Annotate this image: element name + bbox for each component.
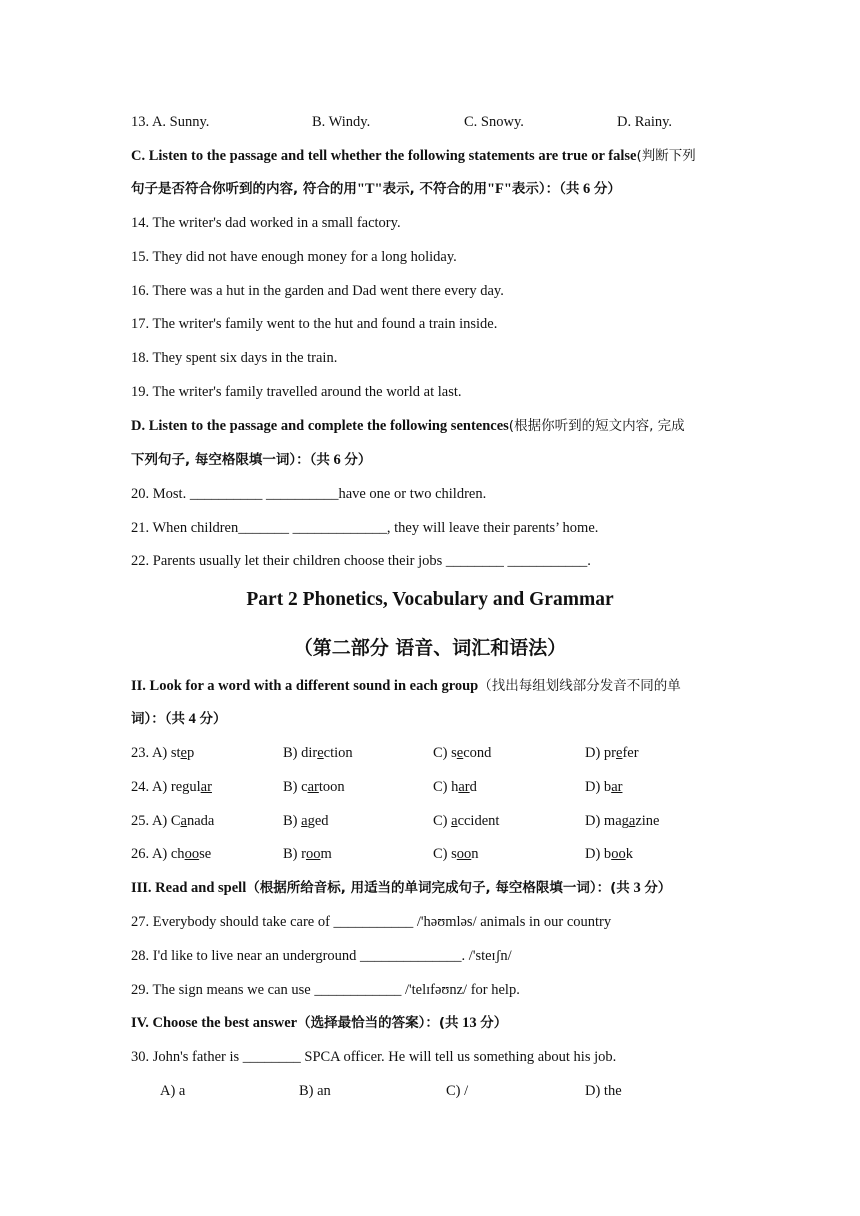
- option-text: k: [625, 846, 633, 862]
- underlined-letters: ar: [458, 779, 470, 795]
- underlined-letters: e: [616, 745, 623, 761]
- sentence-20: 20. Most. __________ __________have one or two children.: [131, 486, 487, 502]
- option-text: m: [320, 846, 332, 862]
- option-text: B) dir: [283, 745, 318, 761]
- statement-18: 18. They spent six days in the train.: [131, 350, 338, 366]
- option-c: [433, 811, 499, 831]
- option-a: [131, 844, 211, 864]
- option-text: C): [433, 813, 452, 829]
- option-d: [585, 743, 639, 763]
- option-d: [585, 844, 633, 864]
- section-iii-heading: [131, 878, 750, 898]
- underlined-letters: ar: [611, 779, 623, 795]
- option-text: B) c: [283, 779, 308, 795]
- statement-15: 15. They did not have enough money for a long holiday.: [131, 249, 457, 265]
- option-text: ged: [307, 813, 329, 829]
- underlined-letters: oo: [184, 846, 200, 862]
- question-29: 29. The sign means we can use ____________ /'telɪfəʊnz/ for help.: [131, 982, 520, 998]
- heading-points: 6: [579, 181, 594, 197]
- option-text: se: [199, 846, 212, 862]
- heading-text: 词）：（共: [131, 711, 185, 727]
- section-d-heading-line2: [131, 450, 750, 470]
- option-c: C. Snowy.: [464, 114, 524, 130]
- part-2-title-cn: （第二部分 语音、词汇和语法）: [293, 637, 567, 659]
- heading-text: 表示, 不符合的用: [382, 181, 487, 197]
- heading-points: 3: [629, 880, 645, 896]
- section-c-heading-cn: (判断下列: [636, 148, 696, 164]
- option-a: [131, 811, 214, 831]
- heading-text: 分）: [344, 452, 372, 468]
- heading-text: 句子是否符合你听到的内容, 符合的用: [131, 181, 357, 197]
- option-text: 25. A) C: [131, 813, 181, 829]
- section-c-heading-line2: [131, 179, 750, 199]
- option-text: B): [283, 813, 302, 829]
- underlined-letters: a: [628, 813, 636, 829]
- heading-text: 分）: [644, 880, 672, 896]
- underlined-letters: a: [180, 813, 187, 829]
- statement-17: 17. The writer's family went to the hut and found a train inside.: [131, 316, 498, 332]
- option-a: [131, 743, 194, 763]
- sentence-21: 21. When children_______ _____________, they will leave their parents’ home.: [131, 520, 599, 536]
- option-a: A) a: [160, 1083, 186, 1099]
- section-c-heading-en: C. Listen to the passage and tell whether the following statements are true or false: [131, 148, 637, 164]
- option-d: [585, 777, 622, 797]
- section-iv-heading-en: IV. Choose the best answer: [131, 1015, 298, 1031]
- option-text: 23. A) st: [131, 745, 181, 761]
- option-text: cond: [463, 745, 492, 761]
- option-text: C) h: [433, 779, 459, 795]
- heading-text: 分）: [480, 1015, 508, 1031]
- heading-text: 分）: [593, 181, 621, 197]
- section-iii-heading-en: III. Read and spell: [131, 880, 247, 896]
- option-text: toon: [318, 779, 345, 795]
- underlined-letters: a: [451, 813, 458, 829]
- section-ii-heading-cn: （找出每组划线部分发音不同的单: [478, 678, 681, 694]
- option-b: [283, 811, 329, 831]
- heading-text: "T": [356, 181, 383, 197]
- section-d-heading-en: D. Listen to the passage and complete the following sentences: [131, 418, 509, 434]
- option-text: C) s: [433, 745, 457, 761]
- heading-points: 13: [458, 1015, 481, 1031]
- part-2-title: Part 2 Phonetics, Vocabulary and Grammar: [246, 589, 614, 610]
- option-text: fer: [622, 745, 639, 761]
- section-c-heading: [131, 146, 750, 166]
- underlined-letters: ar: [307, 779, 319, 795]
- option-text: 24. A) regul: [131, 779, 201, 795]
- option-text: D) pr: [585, 745, 617, 761]
- section-iv-heading-cn: （选择最恰当的答案）：(共: [297, 1015, 459, 1031]
- underlined-letters: a: [301, 813, 308, 829]
- option-text: B) r: [283, 846, 306, 862]
- option-text: D) b: [585, 846, 612, 862]
- underlined-letters: ar: [200, 779, 212, 795]
- heading-text: "F": [486, 181, 512, 197]
- heading-text: 分）: [199, 711, 227, 727]
- statement-14: 14. The writer's dad worked in a small factory.: [131, 215, 401, 231]
- option-text: p: [186, 745, 195, 761]
- section-ii-heading-line2: [131, 709, 750, 729]
- underlined-letters: oo: [456, 846, 472, 862]
- underlined-letters: e: [180, 745, 187, 761]
- option-b: B. Windy.: [312, 114, 371, 130]
- option-text: zine: [635, 813, 660, 829]
- heading-points: 6: [329, 452, 345, 468]
- option-d: D) the: [585, 1083, 622, 1099]
- underlined-letters: oo: [305, 846, 321, 862]
- option-text: D) b: [585, 779, 612, 795]
- question-30: 30. John's father is ________ SPCA officer. He will tell us something about his job.: [131, 1049, 617, 1065]
- option-b: B) an: [299, 1083, 331, 1099]
- section-iii-heading-cn: （根据所给音标, 用适当的单词完成句子, 每空格限填一词）：(共: [246, 880, 630, 896]
- statement-19: 19. The writer's family travelled around the world at last.: [131, 384, 462, 400]
- section-d-heading: [131, 416, 750, 436]
- option-c: C) /: [446, 1083, 469, 1099]
- statement-16: 16. There was a hut in the garden and Dad went there every day.: [131, 283, 504, 299]
- option-text: ction: [323, 745, 353, 761]
- section-ii-heading: [131, 676, 750, 696]
- option-b: [283, 844, 332, 864]
- heading-text: 下列句子, 每空格限填一词）：（共: [131, 452, 330, 468]
- option-b: [283, 777, 345, 797]
- option-text: nada: [186, 813, 215, 829]
- option-text: C) s: [433, 846, 457, 862]
- option-a: [131, 777, 212, 797]
- heading-text: 表示）：（共: [511, 181, 580, 197]
- question-27: 27. Everybody should take care of ___________ /'həʊmləs/ animals in our country: [131, 914, 612, 930]
- option-d: D. Rainy.: [617, 114, 673, 130]
- option-text: D) mag: [585, 813, 629, 829]
- heading-points: 4: [185, 711, 200, 727]
- section-iv-heading: [131, 1013, 750, 1033]
- option-c: [433, 777, 477, 797]
- question-28: 28. I'd like to live near an underground ______________. /'steɪʃn/: [131, 948, 512, 964]
- option-text: d: [469, 779, 477, 795]
- underlined-letters: e: [317, 745, 324, 761]
- option-d: [585, 811, 659, 831]
- option-text: n: [471, 846, 479, 862]
- option-a: 13. A. Sunny.: [131, 114, 210, 130]
- sentence-22: 22. Parents usually let their children choose their jobs ________ ___________.: [131, 553, 591, 569]
- underlined-letters: e: [456, 745, 464, 761]
- option-text: ccident: [457, 813, 500, 829]
- underlined-letters: oo: [611, 846, 626, 862]
- option-c: [433, 743, 491, 763]
- option-c: [433, 844, 479, 864]
- option-b: [283, 743, 353, 763]
- option-text: 26. A) ch: [131, 846, 185, 862]
- section-d-heading-cn: (根据你听到的短文内容, 完成: [508, 418, 685, 434]
- section-ii-heading-en: II. Look for a word with a different sound in each group: [131, 678, 479, 694]
